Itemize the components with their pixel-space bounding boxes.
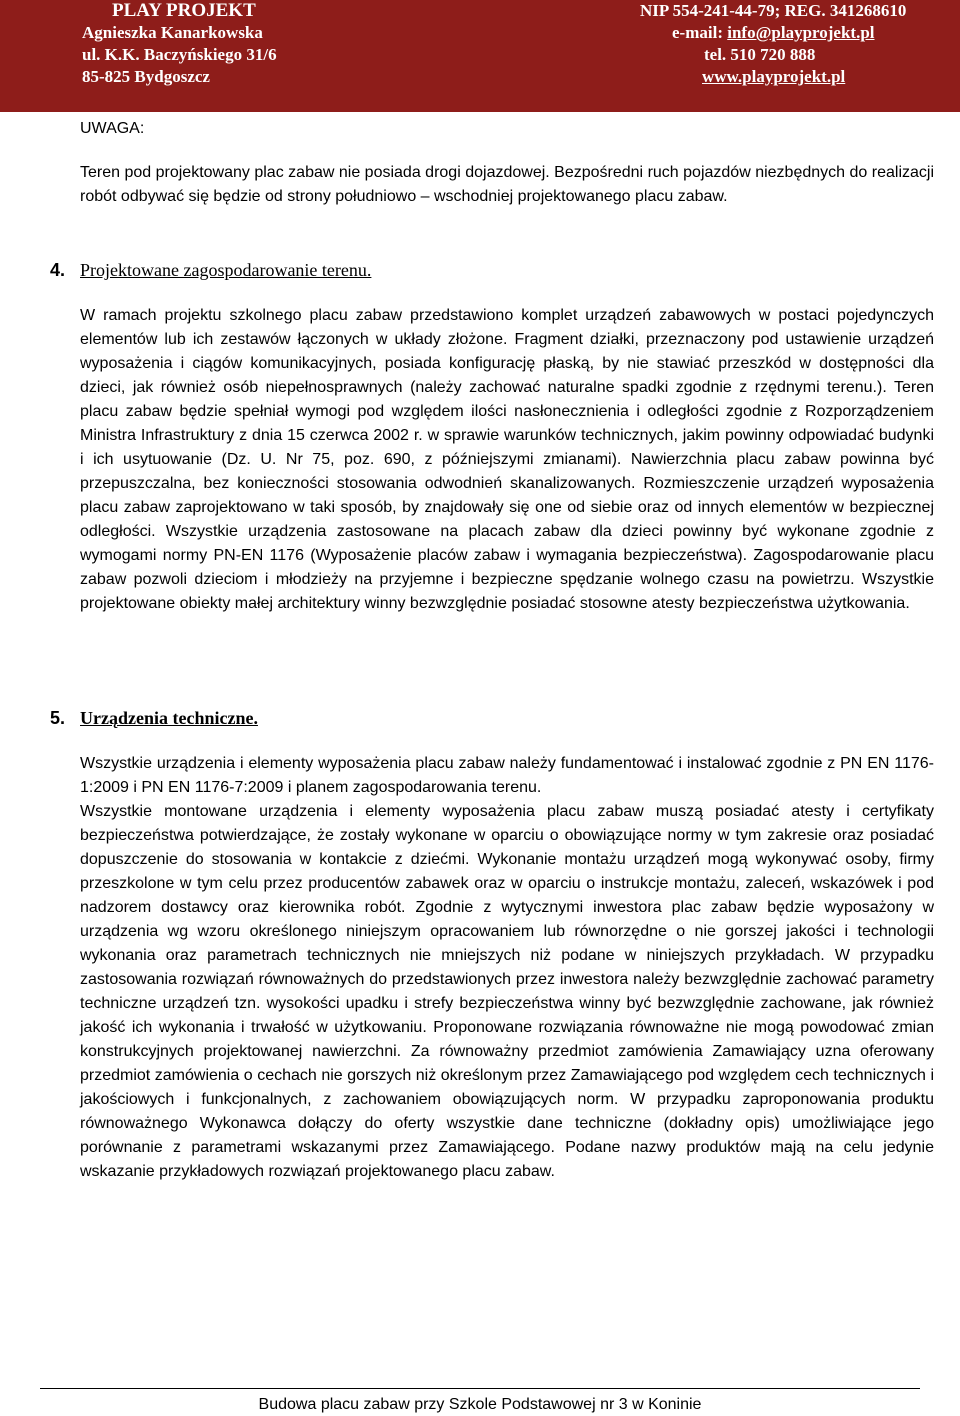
street-address: ul. K.K. Baczyńskiego 31/6 bbox=[82, 45, 277, 64]
page-footer: Budowa placu zabaw przy Szkole Podstawowej nr 3 w Koninie bbox=[258, 1396, 702, 1413]
section-4-paragraph: W ramach projektu szkolnego placu zabaw przedstawiono komplet urządzeń zabawowych w postaci pojedynczych elementów lub ich zestawów łączonych w układy złożone. Fragment działki, przeznaczony pod ustawienie urządzeń wyposażenia i ciągów komunikacyjnych, posiada konfigurację płaską, by nie stawiać przeszkód w dostępności dla dzieci, jak również osób niepełnosprawnych (należy zachować naturalne spadki zgodnie z rzędnymi terenu.). Teren placu zabaw będzie spełniał wymogi pod względem ilości nasłonecznienia i odległości zgodnie z Rozporządzeniem Ministra Infrastruktury z dnia 15 czerwca 2002 r. w sprawie warunków technicznych, jakim powinny odpowiadać budynki i ich usytuowanie (Dz. U. Nr 75, poz. 690, z późniejszymi zmianami). Nawierzchnia placu zabaw powinna być przepuszczalna, bez konieczności stosowania odwodnień skanalizowanych. Rozmieszczenie urządzeń wyposażenia placu zabaw zaprojektowano w taki sposób, by znajdowały się one od siebie oraz od innych elementów w bezpiecznej odległości. Wszystkie urządzenia zastosowane na placach zabaw dla dzieci powinny być wykonane zgodnie z wymogami normy PN-EN 1176 (Wyposażenie placów zabaw i wymagania bezpieczeństwa). Zagospodarowanie placu zabaw pozwoli dzieciom i młodzieży na przyjemne i bezpieczne spędzanie wolnego czasu na powietrzu. Wszystkie projektowane obiekty małej architektury winny bezwzględnie posiadać stosowne atesty bezpieczeństwa użytkowania. bbox=[80, 307, 934, 612]
email-link[interactable]: info@playprojekt.pl bbox=[727, 23, 875, 42]
section-4-number: 4. bbox=[50, 260, 66, 280]
website-link[interactable]: www.playprojekt.pl bbox=[702, 67, 846, 86]
city-address: 85-825 Bydgoszcz bbox=[82, 67, 210, 86]
owner-name: Agnieszka Kanarkowska bbox=[82, 23, 263, 42]
section-5-heading bbox=[50, 707, 258, 729]
section-5-body bbox=[80, 752, 934, 1184]
uwaga-label: UWAGA: bbox=[80, 120, 145, 137]
uwaga-paragraph: Teren pod projektowany plac zabaw nie posiada drogi dojazdowej. Bezpośredni ruch pojazdów niezbędnych do realizacji robót odbywać się będzie od strony południowo – wschodniej projektowanego placu zabaw. bbox=[80, 164, 934, 205]
phone-number: tel. 510 720 888 bbox=[704, 45, 816, 64]
section-5-title: Urządzenia techniczne. bbox=[80, 708, 258, 728]
email-label: e-mail: bbox=[672, 23, 728, 42]
letterhead-contact bbox=[640, 0, 906, 88]
letterhead bbox=[0, 0, 960, 112]
footer-divider bbox=[40, 1388, 920, 1389]
section-5-paragraph-2: Wszystkie montowane urządzenia i elementy wyposażenia placu zabaw muszą posiadać atesty i certyfikaty bezpieczeństwa potwierdzające, że zostały wykonane w oparciu o obowiązujące normy w tym zakresie oraz posiadać dopuszczenie do stosowania w kontakcie z dziećmi. Wykonanie montażu urządzeń mogą wykonywać osoby, firmy przeszkolone w tym celu przez producentów zabawek oraz w oparciu o instrukcje montażu, zaleceń, wskazówek i pod nadzorem dostawcy oraz kierownika robót. Zgodnie z wytycznymi inwestora plac zabaw będzie wyposażony w urządzenia wg wzoru określonego niniejszym opracowaniem lub równorzędne o nie gorszej jakości i technologii wykonania oraz parametrach technicznych nie mniejszych niż podane w niniejszych przykładach. W przypadku zastosowania rozwiązań równoważnych do przedstawionych przez inwestora należy bezwzględnie zachować parametry techniczne urządzeń tzn. wysokości upadku i strefy bezpieczeństwa winny być bezwzględnie zachowane, jak również jakość ich wykonania i trwałość w użytkowaniu. Proponowane rozwiązania równoważne nie mogą powodować zmian konstrukcyjnych projektowanej nawierzchni. Za równoważny przedmiot zamówienia Zamawiający uzna oferowany przedmiot zamówienia o cechach nie gorszych niż określonym przez Zamawiającego pod względem cech technicznych i jakościowych i funkcjonalnych, z zachowaniem obowiązujących norm. W przypadku zaproponowania produktu równoważnego Wykonawca dołączy do oferty wszystkie dane techniczne (dokładny opis) umożliwiające jego porównanie z parametrami wskazanymi przez Zamawiającego. Podane nazwy produktów mają na celu jedynie wskazanie przykładowych rozwiązań projektowanego placu zabaw. bbox=[80, 803, 934, 1180]
letterhead-address bbox=[82, 0, 277, 88]
company-name: PLAY PROJEKT bbox=[112, 0, 256, 21]
section-4-title: Projektowane zagospodarowanie terenu. bbox=[80, 260, 372, 280]
section-4-heading bbox=[50, 259, 371, 281]
section-5-number: 5. bbox=[50, 708, 66, 728]
header-divider bbox=[0, 112, 960, 115]
email-line bbox=[640, 22, 906, 44]
section-5-paragraph-1: Wszystkie urządzenia i elementy wyposażenia placu zabaw należy fundamentować i instalować zgodnie z PN EN 1176-1:2009 i PN EN 1176-7:2009 i planem zagospodarowania terenu. bbox=[80, 755, 934, 796]
nip-reg: NIP 554-241-44-79; REG. 341268610 bbox=[640, 1, 907, 20]
